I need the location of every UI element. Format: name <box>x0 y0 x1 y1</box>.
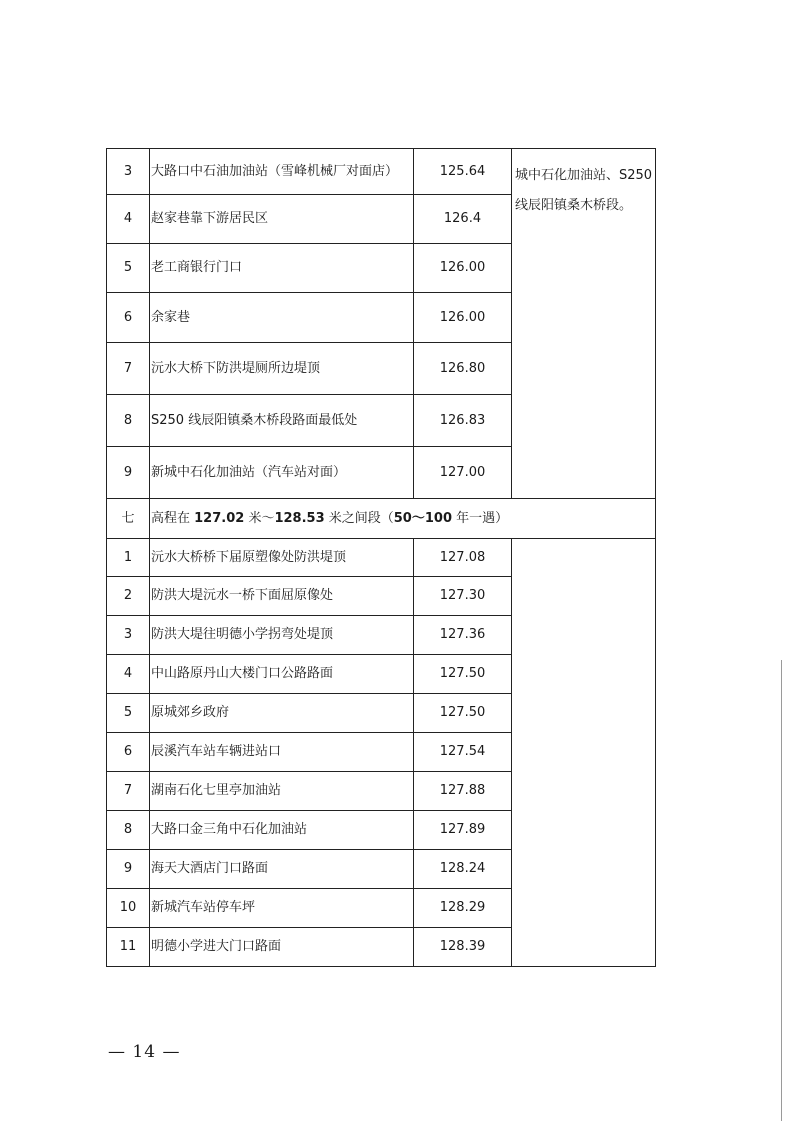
elevation-value: 127.00 <box>414 447 512 499</box>
location-name: 原城郊乡政府 <box>150 694 414 733</box>
location-name: 辰溪汽车站车辆进站口 <box>150 733 414 772</box>
elevation-value: 128.29 <box>414 889 512 928</box>
location-name: 明德小学进大门口路面 <box>150 928 414 967</box>
location-name: 余家巷 <box>150 293 414 343</box>
row-number: 4 <box>107 655 150 694</box>
return-period: 50～100 <box>393 510 452 526</box>
row-number: 10 <box>107 889 150 928</box>
location-name: S250 线辰阳镇桑木桥段路面最低处 <box>150 395 414 447</box>
elevation-value: 127.54 <box>414 733 512 772</box>
elevation-value: 127.89 <box>414 811 512 850</box>
scan-edge-line <box>781 660 782 1121</box>
elevation-value: 127.88 <box>414 772 512 811</box>
affected-area-note <box>512 149 656 499</box>
location-name: 防洪大堤沅水一桥下面屈原像处 <box>150 577 414 616</box>
elevation-value: 126.4 <box>414 195 512 244</box>
elevation-value: 126.00 <box>414 244 512 293</box>
location-name: 防洪大堤往明德小学拐弯处堤顶 <box>150 616 414 655</box>
row-number: 1 <box>107 539 150 577</box>
page-number: — 14 — <box>108 1042 181 1062</box>
row-number: 3 <box>107 616 150 655</box>
row-number: 2 <box>107 577 150 616</box>
row-number: 5 <box>107 244 150 293</box>
location-name: 中山路原丹山大楼门口公路路面 <box>150 655 414 694</box>
row-number: 9 <box>107 447 150 499</box>
elevation-value: 125.64 <box>414 149 512 195</box>
row-number: 8 <box>107 395 150 447</box>
location-name: 老工商银行门口 <box>150 244 414 293</box>
row-number: 11 <box>107 928 150 967</box>
elevation-value: 128.24 <box>414 850 512 889</box>
row-number: 6 <box>107 733 150 772</box>
elevation-value: 127.50 <box>414 655 512 694</box>
location-name: 大路口中石油加油站（雪峰机械厂对面店） <box>150 149 414 195</box>
elevation-value: 128.39 <box>414 928 512 967</box>
location-name: 海天大酒店门口路面 <box>150 850 414 889</box>
elevation-value: 127.08 <box>414 539 512 577</box>
section-title: 高程在 127.02 米～128.53 米之间段（50～100 年一遇） <box>150 499 656 539</box>
row-number: 8 <box>107 811 150 850</box>
note-line: 线辰阳镇桑木桥段。 <box>515 198 633 213</box>
location-name: 沅水大桥下防洪堤厕所边堤顶 <box>150 343 414 395</box>
note-line: 城中石化加油站、S250 <box>515 168 653 183</box>
row-number: 4 <box>107 195 150 244</box>
elevation-value: 126.83 <box>414 395 512 447</box>
location-name: 沅水大桥桥下届原塑像处防洪堤顶 <box>150 539 414 577</box>
row-number: 6 <box>107 293 150 343</box>
row-number: 7 <box>107 343 150 395</box>
elevation-value: 127.30 <box>414 577 512 616</box>
elevation-low: 127.02 <box>194 510 245 526</box>
row-number: 7 <box>107 772 150 811</box>
row-number: 9 <box>107 850 150 889</box>
row-number: 3 <box>107 149 150 195</box>
elevation-high: 128.53 <box>274 510 325 526</box>
table-row <box>107 149 656 195</box>
elevation-value: 126.00 <box>414 293 512 343</box>
location-name: 赵家巷靠下游居民区 <box>150 195 414 244</box>
elevation-value: 126.80 <box>414 343 512 395</box>
section-number: 七 <box>107 499 150 539</box>
location-name: 新城汽车站停车坪 <box>150 889 414 928</box>
elevation-value: 127.50 <box>414 694 512 733</box>
location-name: 新城中石化加油站（汽车站对面） <box>150 447 414 499</box>
elevation-value: 127.36 <box>414 616 512 655</box>
elevation-table <box>106 148 656 967</box>
row-number: 5 <box>107 694 150 733</box>
section-header-row <box>107 499 656 539</box>
table-row <box>107 539 656 577</box>
location-name: 大路口金三角中石化加油站 <box>150 811 414 850</box>
location-name: 湖南石化七里亭加油站 <box>150 772 414 811</box>
affected-area-note <box>512 539 656 967</box>
